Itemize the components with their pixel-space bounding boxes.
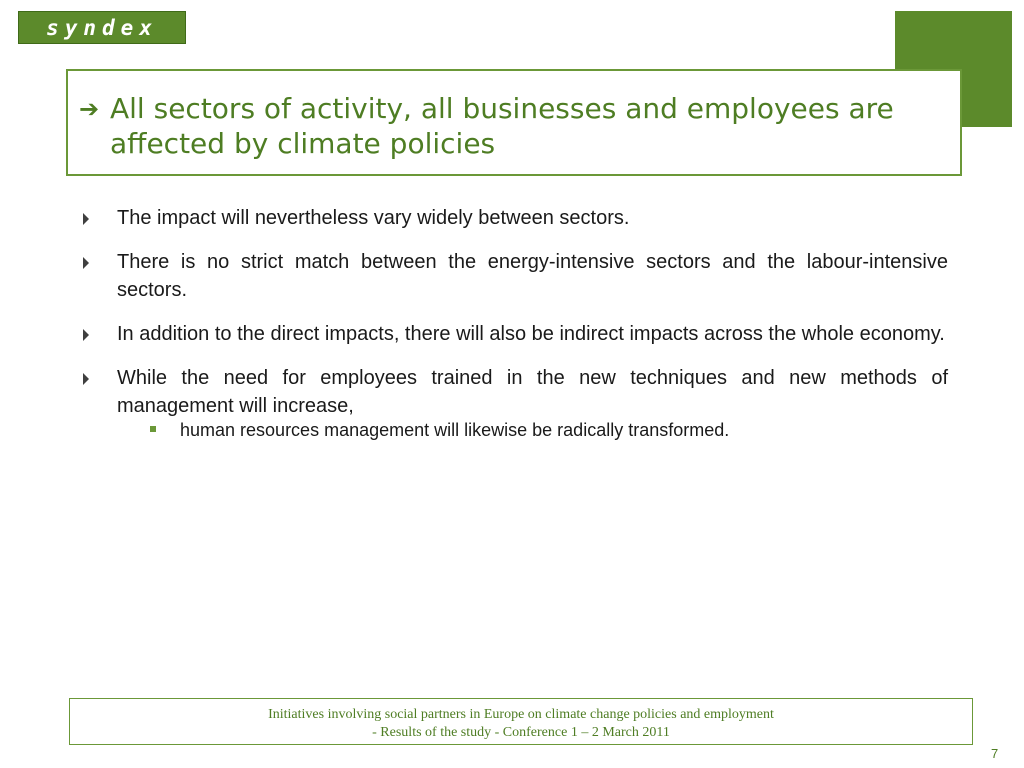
logo-text: syndex: [46, 15, 158, 40]
list-item: [80, 248, 948, 304]
title-box: [66, 69, 962, 176]
triangle-bullet-icon: [83, 257, 89, 269]
syndex-logo: [18, 11, 186, 44]
square-bullet-icon: [150, 426, 156, 432]
list-item-text: The impact will nevertheless vary widely between sectors.: [117, 207, 630, 229]
sub-list-item-text: human resources management will likewise be radically transformed.: [180, 420, 730, 440]
bullet-list: [80, 204, 948, 442]
page-title: All sectors of activity, all businesses and employees are affected by climate policies: [110, 92, 894, 160]
list-item-text: In addition to the direct impacts, there will also be indirect impacts across the whole economy.: [117, 323, 945, 345]
page-number: 7: [991, 746, 999, 761]
triangle-bullet-icon: [83, 213, 89, 225]
footer-line-1: Initiatives involving social partners in Europe on climate change policies and employment: [268, 707, 774, 722]
list-item: [80, 364, 948, 420]
footer: [69, 698, 973, 745]
footer-line-2: - Results of the study - Conference 1 – 2 March 2011: [372, 725, 670, 740]
triangle-bullet-icon: [83, 373, 89, 385]
sub-list-item: [143, 418, 948, 442]
list-item-text: There is no strict match between the energy-intensive sectors and the labour-intensive sectors.: [117, 251, 948, 301]
right-arrow-icon: ➔: [79, 95, 100, 123]
list-item: [80, 320, 948, 348]
list-item: [80, 204, 948, 232]
triangle-bullet-icon: [83, 329, 89, 341]
list-item-text: While the need for employees trained in the new techniques and new methods of management will increase,: [117, 367, 948, 417]
